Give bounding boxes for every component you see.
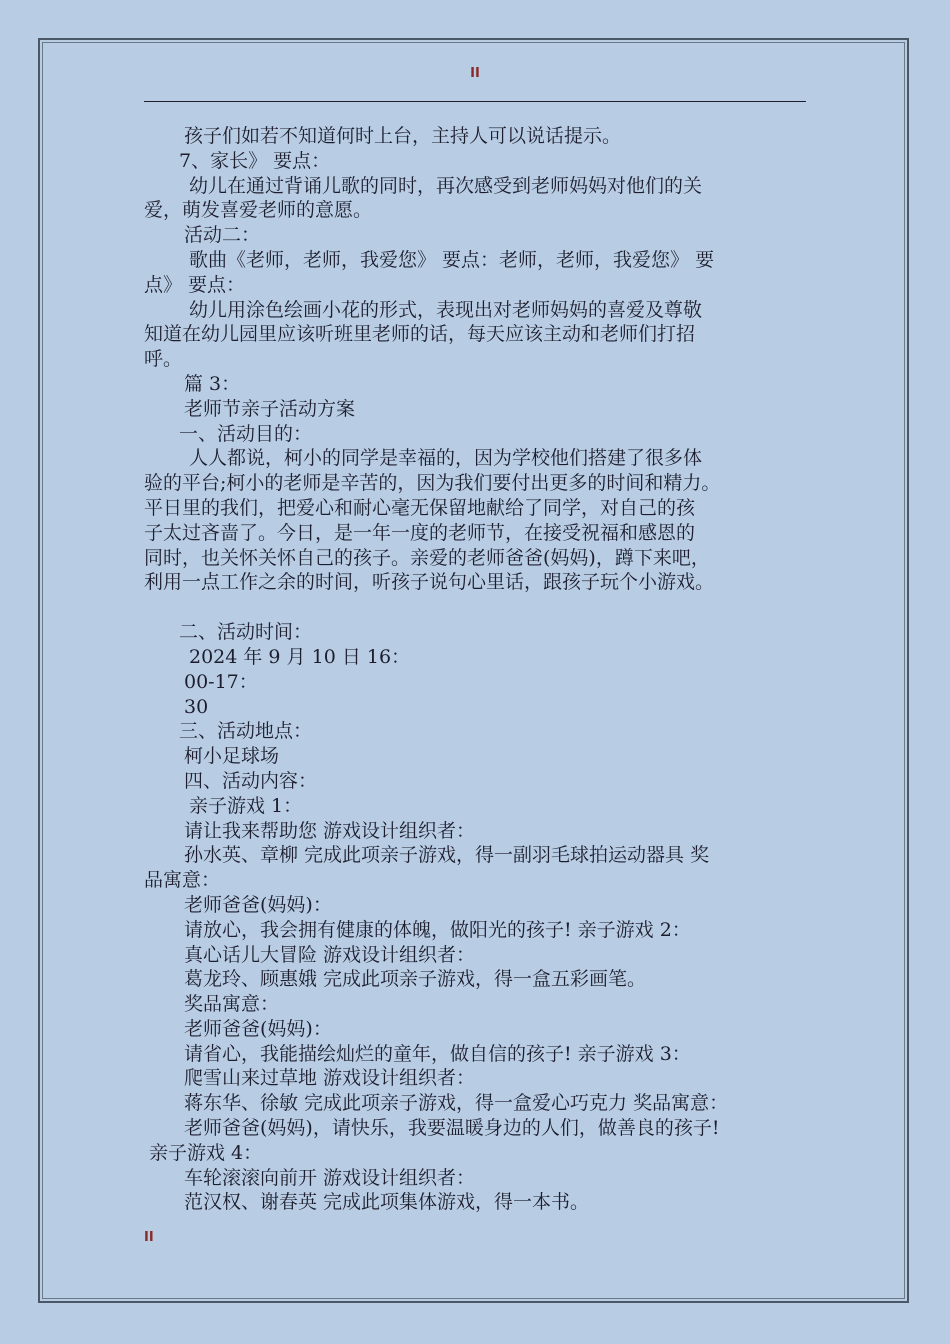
text-line: 爱，萌发喜爱老师的意愿。 [144, 199, 373, 222]
text-line: 亲子游戏 4： [149, 1141, 263, 1164]
text-line: 呼。 [144, 348, 183, 371]
text-line: 利用一点工作之余的时间，听孩子说句心里话，跟孩子玩个小游戏。 [144, 571, 715, 594]
text-line: 知道在幼儿园里应该听班里老师的话，每天应该主动和老师们打招 [144, 323, 696, 346]
text-line: 平日里的我们，把爱心和耐心毫无保留地献给了同学，对自己的孩 [144, 496, 696, 519]
text-line: 孙水英、章柳 完成此项亲子游戏，得一副羽毛球拍运动器具 奖 [184, 844, 710, 867]
text-line: 爬雪山来过草地 游戏设计组织者： [184, 1067, 476, 1090]
text-line: 亲子游戏 1： [189, 794, 303, 817]
text-line: 人人都说，柯小的同学是幸福的，因为学校他们搭建了很多体 [189, 447, 703, 470]
text-line: 30 [184, 695, 209, 718]
text-line: 三、活动地点： [179, 720, 313, 743]
text-line: 老师节亲子活动方案 [184, 397, 356, 420]
text-line: 老师爸爸(妈妈)，请快乐，我要温暖身边的人们，做善良的孩子! [184, 1117, 720, 1140]
text-line: 请放心，我会拥有健康的体魄，做阳光的孩子! 亲子游戏 2： [184, 918, 691, 941]
text-line: 老师爸爸(妈妈)： [184, 893, 332, 916]
document-body [144, 124, 814, 1215]
text-line: 品寓意： [144, 869, 221, 892]
paragraph-gap [144, 595, 814, 620]
text-line: 活动二： [184, 224, 261, 247]
text-line: 验的平台;柯小的老师是辛苦的，因为我们要付出更多的时间和精力。 [144, 472, 721, 495]
text-line: 真心话儿大冒险 游戏设计组织者： [184, 943, 476, 966]
text-line: 00-17： [184, 670, 258, 693]
text-line: 一、活动目的： [179, 422, 313, 445]
header-rule [144, 101, 806, 102]
footer-mark: II [144, 1230, 154, 1245]
text-line: 幼儿在通过背诵儿歌的同时，再次感受到老师妈妈对他们的关 [189, 174, 703, 197]
text-line: 子太过吝啬了。今日，是一年一度的老师节，在接受祝福和感恩的 [144, 521, 696, 544]
text-line: 范汉权、谢春英 完成此项集体游戏，得一本书。 [184, 1191, 590, 1214]
text-line: 2024 年 9 月 10 日 16： [189, 645, 411, 668]
text-line: 歌曲《老师，老师，我爱您》 要点：老师，老师，我爱您》 要 [189, 248, 715, 271]
text-line: 老师爸爸(妈妈)： [184, 1017, 332, 1040]
text-line: 葛龙玲、顾惠娥 完成此项亲子游戏，得一盒五彩画笔。 [184, 968, 647, 991]
text-line: 二、活动时间： [179, 621, 313, 644]
text-line: 孩子们如若不知道何时上台，主持人可以说话提示。 [184, 125, 622, 147]
text-line: 柯小足球场 [184, 745, 280, 768]
text-line: 蒋东华、徐敏 完成此项亲子游戏，得一盒爱心巧克力 奖品寓意： [184, 1092, 729, 1115]
text-line: 车轮滚滚向前开 游戏设计组织者： [184, 1166, 476, 1189]
header-mark: II [470, 66, 480, 81]
text-line: 请让我来帮助您 游戏设计组织者： [184, 819, 476, 842]
text-line: 篇 3： [184, 372, 241, 395]
text-line: 奖品寓意： [184, 993, 280, 1016]
text-line: 点》 要点： [144, 273, 246, 296]
text-line: 请省心，我能描绘灿烂的童年，做自信的孩子! 亲子游戏 3： [184, 1042, 691, 1065]
text-line: 7、家长》 要点： [179, 149, 331, 172]
text-line: 同时，也关怀关怀自己的孩子。亲爱的老师爸爸(妈妈)，蹲下来吧， [144, 546, 710, 569]
text-line: 四、活动内容： [184, 769, 318, 792]
text-line: 幼儿用涂色绘画小花的形式，表现出对老师妈妈的喜爱及尊敬 [189, 298, 703, 321]
